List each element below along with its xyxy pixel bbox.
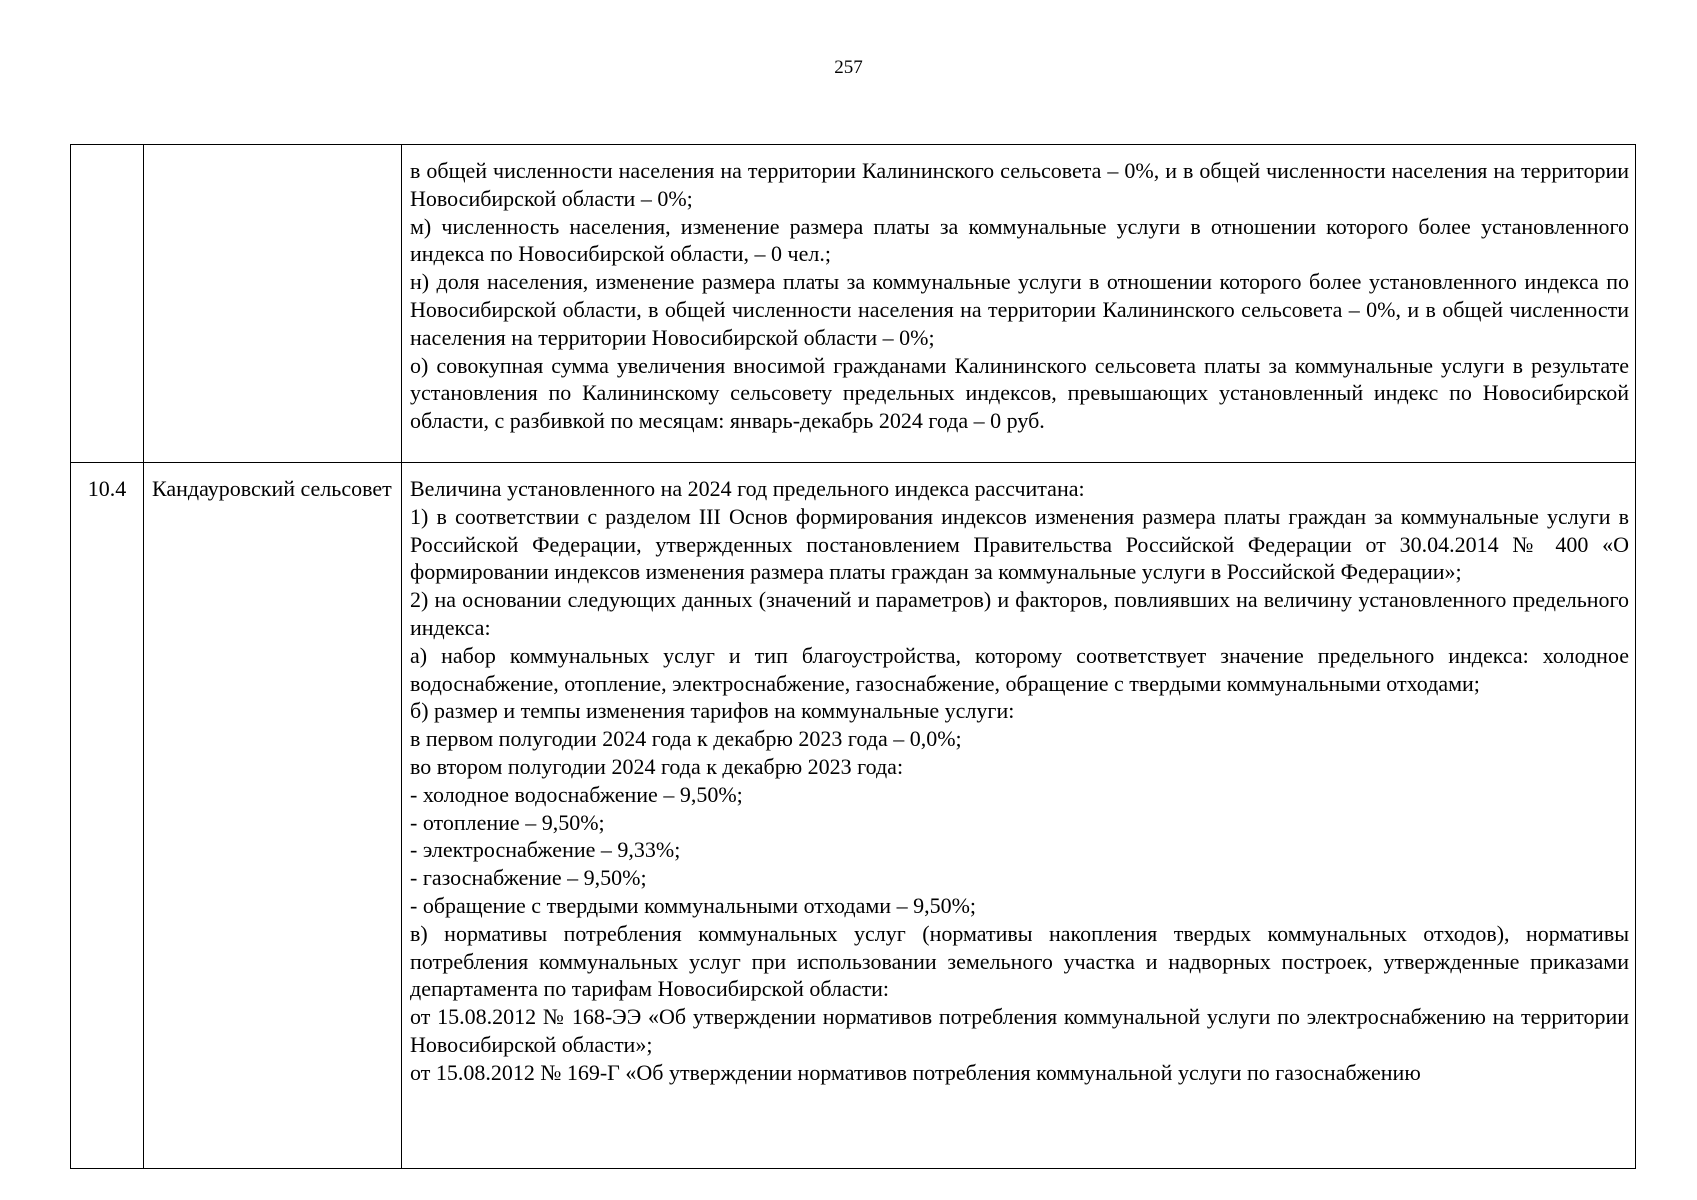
paragraph: о) совокупная сумма увеличения вносимой гражданами Калининского сельсовета платы за коммунальные услуги в результате установления по Калининскому сельсовету предельных индексов, превышающих установленный индекс по Новосибирской области, с разбивкой по месяцам: январь-декабрь 2024 года – 0 руб.: [410, 352, 1629, 434]
paragraph: - электроснабжение – 9,33%;: [410, 837, 681, 863]
paragraph: а) набор коммунальных услуг и тип благоустройства, которому соответствует значение предельного индекса: холодное водоснабжение, отопление, электроснабжение, газоснабжение, обращение с твердыми коммунальными отходами;: [410, 642, 1629, 696]
table-row: [71, 463, 1636, 1169]
paragraph: в общей численности населения на территории Калининского сельсовета – 0%, и в общей численности населения на территории Новосибирской области – 0%;: [410, 158, 1629, 211]
paragraph: в первом полугодии 2024 года к декабрю 2023 года – 0,0%;: [410, 726, 962, 752]
document-table: [70, 144, 1636, 1169]
description-cell: [402, 463, 1636, 1169]
paragraph: 2) на основании следующих данных (значений и параметров) и факторов, повлиявших на величину установленного предельного индекса:: [410, 587, 1629, 640]
paragraph: в) нормативы потребления коммунальных услуг (нормативы накопления твердых коммунальных отходов), нормативы потребления коммунальных услуг при использовании земельного участка и надворных построек, утвержденные приказами департамента по тарифам Новосибирской области:: [410, 920, 1629, 1002]
paragraph: во втором полугодии 2024 года к декабрю 2023 года:: [410, 753, 904, 779]
paragraph: от 15.08.2012 № 169-Г «Об утверждении нормативов потребления коммунальной услуги по газоснабжению: [410, 1059, 1421, 1085]
paragraph: - обращение с твердыми коммунальными отходами – 9,50%;: [410, 892, 977, 918]
municipality-name-cell: Кандауровский сельсовет: [144, 463, 402, 1169]
description-cell: [402, 145, 1636, 463]
paragraph: м) численность населения, изменение размера платы за коммунальные услуги в отношении которого более установленного индекса по Новосибирской области, – 0 чел.;: [410, 213, 1629, 267]
page-number: 257: [834, 57, 863, 78]
paragraph: б) размер и темпы изменения тарифов на коммунальные услуги:: [410, 698, 1015, 724]
paragraph: - газоснабжение – 9,50%;: [410, 865, 647, 891]
paragraph: 1) в соответствии с разделом III Основ формирования индексов изменения размера платы граждан за коммунальные услуги в Российской Федерации, утвержденных постановлением Правительства Российской Федерации от 30.04.2014 № 400 «О формировании индексов изменения размера платы граждан за коммунальные услуги в Российской Федерации»;: [410, 503, 1629, 585]
paragraph: - холодное водоснабжение – 9,50%;: [410, 781, 743, 807]
municipality-name-cell: [144, 145, 402, 463]
paragraph: от 15.08.2012 № 168-ЭЭ «Об утверждении нормативов потребления коммунальной услуги по электроснабжению на территории Новосибирской области»;: [410, 1004, 1629, 1057]
table-row: [71, 145, 1636, 463]
row-number-cell: 10.4: [71, 463, 144, 1169]
paragraph: Величина установленного на 2024 год предельного индекса рассчитана:: [410, 476, 1085, 501]
paragraph: н) доля населения, изменение размера платы за коммунальные услуги в отношении которого более установленного индекса по Новосибирской области, в общей численности населения на территории Калининского сельсовета – 0%, и в общей численности населения на территории Новосибирской области – 0%;: [410, 269, 1629, 350]
paragraph: - отопление – 9,50%;: [410, 809, 605, 835]
row-number-cell: [71, 145, 144, 463]
